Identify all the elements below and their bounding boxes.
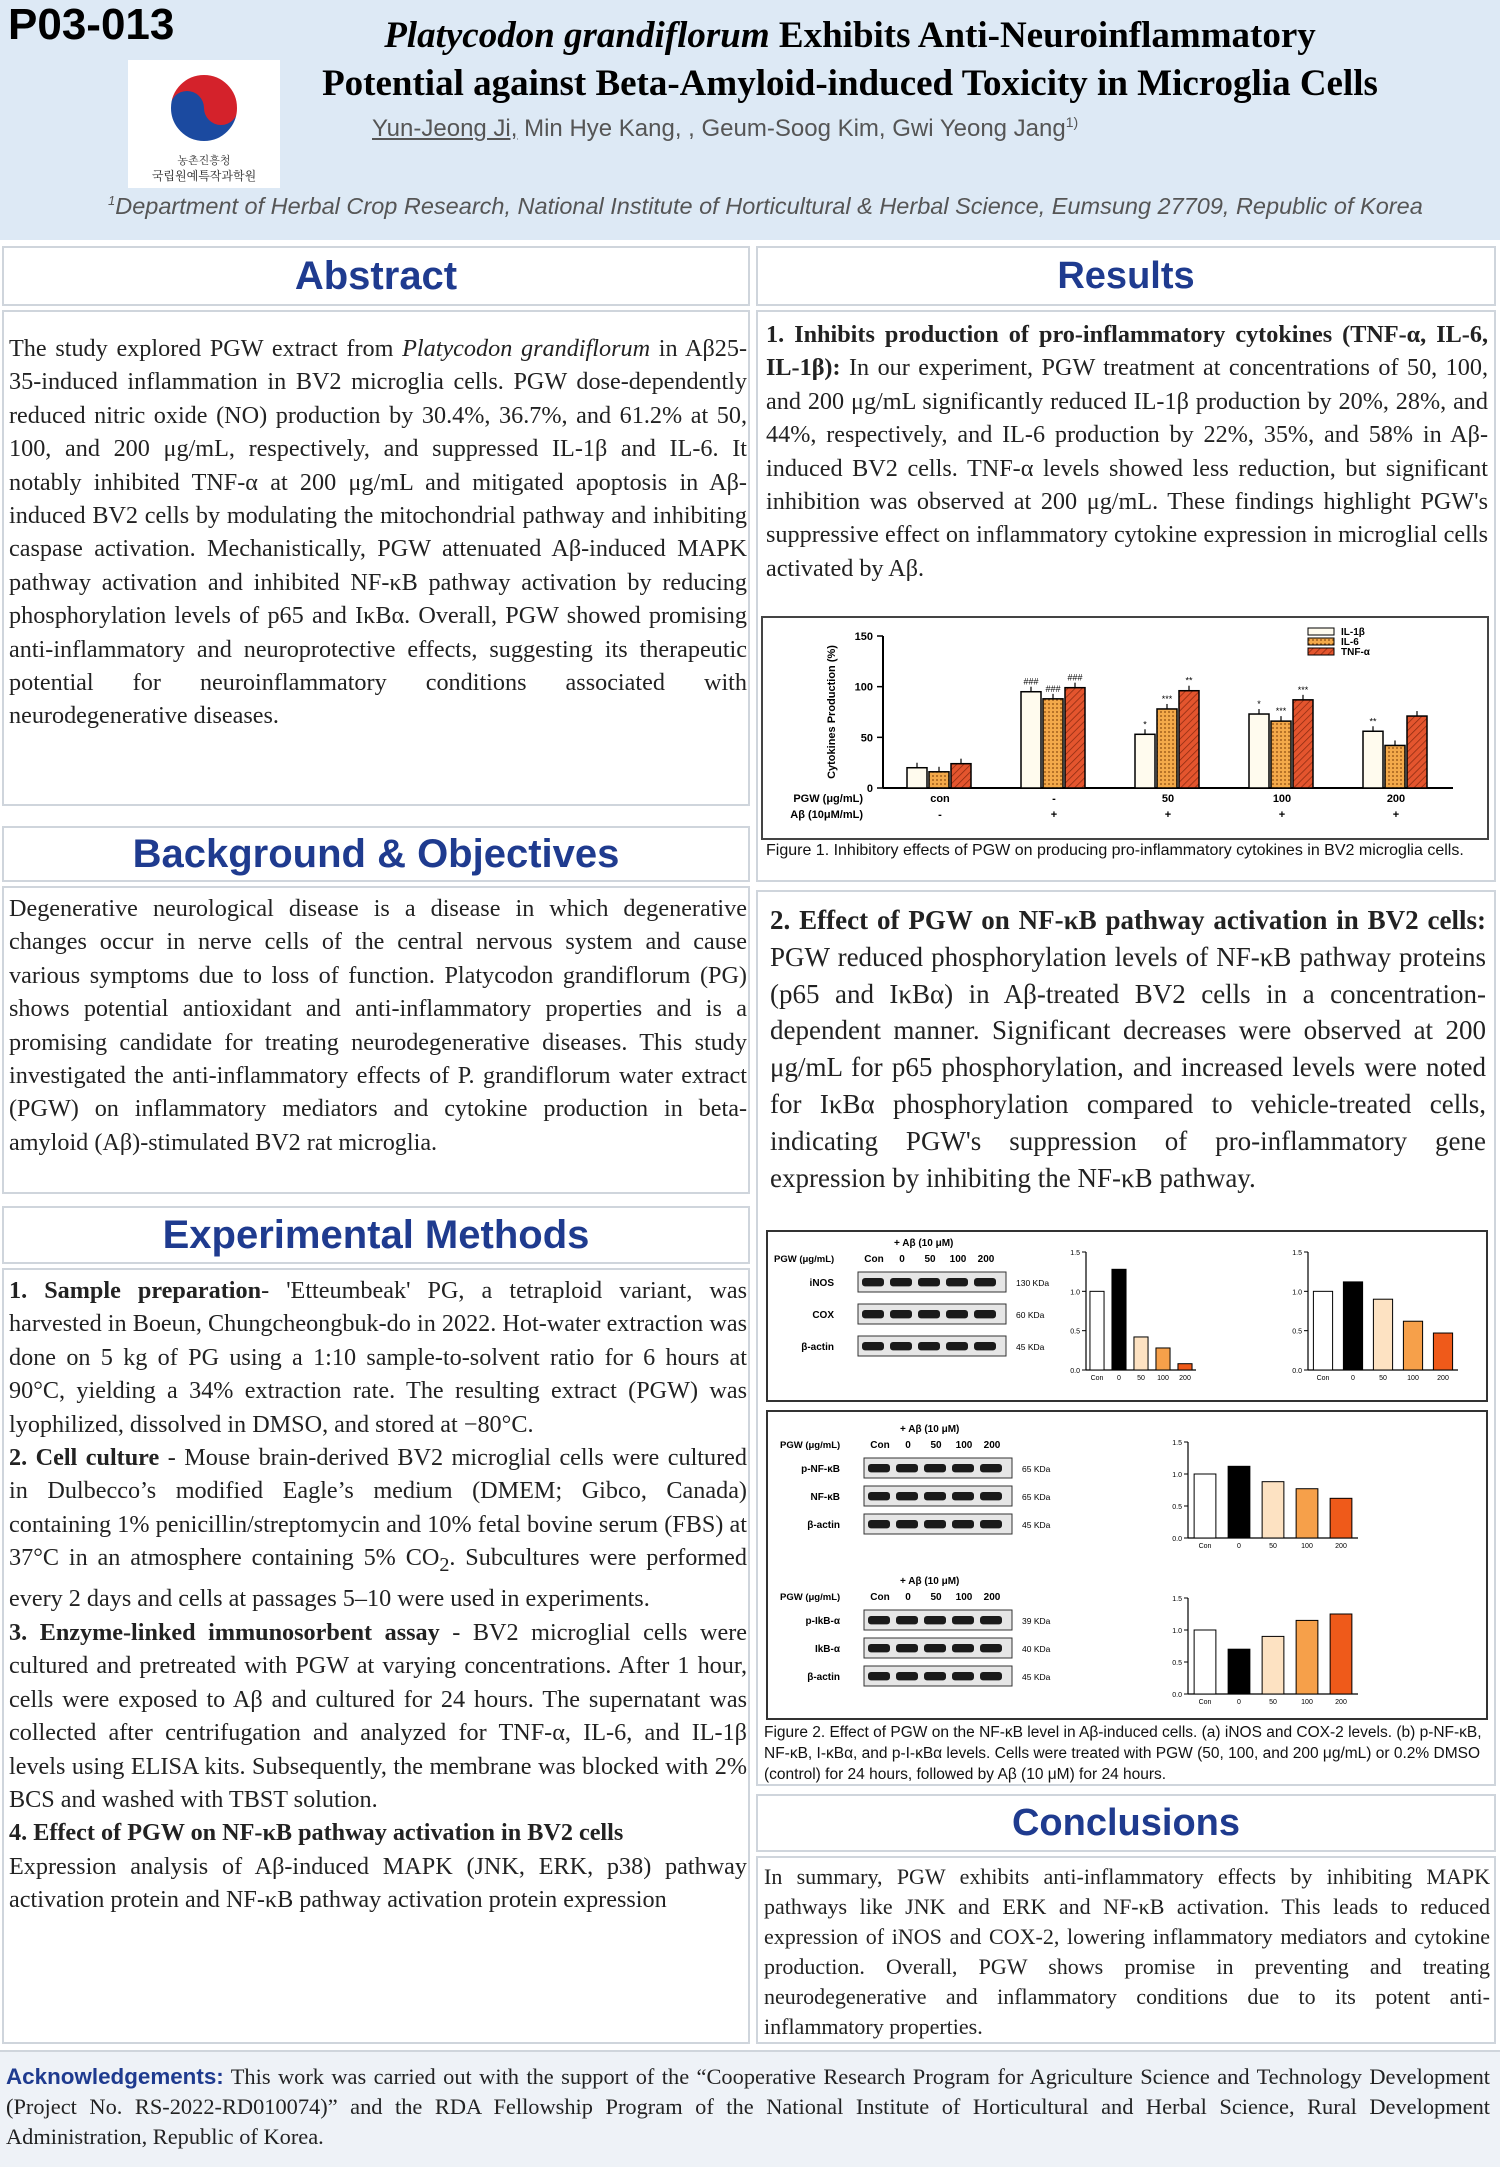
band [952, 1464, 974, 1472]
figure-2a [766, 1230, 1488, 1402]
band [952, 1520, 974, 1528]
x-row2-value: + [1392, 809, 1400, 821]
x-row2-value: + [1278, 809, 1286, 821]
lane-label: Con [870, 1592, 890, 1603]
x-row1-label: PGW (μg/mL) [793, 793, 863, 805]
figure-1-frame [761, 616, 1489, 840]
pgw-label: PGW (μg/mL) [774, 1254, 835, 1265]
mini-x-label: 0 [1237, 1543, 1241, 1550]
mini-bar [1262, 1482, 1284, 1538]
band [896, 1672, 918, 1680]
legend-swatch [1308, 638, 1334, 645]
mini-tick-label: 0.0 [1070, 1368, 1080, 1375]
mini-bar [1330, 1614, 1352, 1694]
band [952, 1672, 974, 1680]
ab-label: + Aβ (10 μM) [894, 1238, 954, 1249]
band [896, 1616, 918, 1624]
abstract-heading: Abstract [294, 254, 458, 298]
mini-bar [1313, 1291, 1332, 1370]
background-text: Degenerative neurological disease is a disease in which degenerative changes occur in nerve cells of the central nervous system and cause various symptoms due to loss of function. Platycodon grandiflorum (PG) shows potential antioxidant and anti-inflammatory properties and is a promising candidate for treating neurodegenerative diseases. This study investigated the anti-inflammatory effects of P. grandiflorum water extract (PGW) on inflammatory mediators and cytokine production in beta-amyloid (Aβ)-stimulated BV2 rat microglia. [9, 895, 747, 1156]
y-tick-label: 0 [866, 783, 873, 795]
title-line2: Potential against Beta-Amyloid-induced Toxicity in Microglia Cells [322, 63, 1378, 104]
band [924, 1672, 946, 1680]
results-heading-box [756, 246, 1496, 306]
methods-heading-box [2, 1206, 750, 1264]
methods-heading: Experimental Methods [162, 1213, 590, 1257]
mini-x-label: 0 [1351, 1375, 1355, 1382]
x-row2-value: - [938, 809, 942, 821]
conclusions-heading: Conclusions [1011, 1802, 1241, 1844]
mini-x-label: 50 [1269, 1699, 1277, 1706]
mini-tick-label: 0.0 [1172, 1692, 1182, 1699]
band [918, 1310, 940, 1318]
lane-label: 50 [924, 1254, 936, 1265]
band [918, 1278, 940, 1286]
svg-text:국립원예특작과학원: 국립원예특작과학원 [151, 169, 257, 183]
mini-tick-label: 1.0 [1070, 1289, 1080, 1297]
band [868, 1644, 890, 1652]
blot-a [768, 1232, 1488, 1402]
mini-bar [1296, 1489, 1318, 1538]
bar-IL-6 [1385, 745, 1405, 788]
mini-bar [1343, 1282, 1362, 1370]
pgw-label: PGW (μg/mL) [780, 1592, 841, 1603]
bar-TNF-α [1179, 691, 1199, 788]
mini-bar [1330, 1498, 1352, 1538]
x-row1-value: 200 [1386, 793, 1406, 805]
lane-label: 100 [949, 1254, 967, 1265]
x-row2-value: + [1050, 809, 1058, 821]
legend-label: IL-6 [1341, 637, 1359, 648]
mini-tick-label: 1.0 [1172, 1472, 1182, 1479]
mini-x-label: Con [1198, 1543, 1212, 1550]
significance-mark: * [1257, 699, 1261, 710]
authors: Yun-Jeong Ji, Min Hye Kang, , Geum-Soog Kim, Gwi Yeong Jang$^{1)}$ [372, 114, 1079, 142]
figure-1-caption: Figure 1. Inhibitory effects of PGW on producing pro-inflammatory cytokines in BV2 microglia cells. [766, 842, 1464, 859]
band-name: iNOS [809, 1278, 834, 1289]
significance-mark: ### [1067, 672, 1083, 683]
mini-tick-label: 0.5 [1172, 1504, 1182, 1511]
mini-x-label: 50 [1379, 1375, 1387, 1382]
background-heading-box [2, 826, 750, 882]
ab-label: + Aβ (10 μM) [900, 1424, 960, 1435]
significance-mark: ** [1369, 716, 1377, 727]
mini-x-label: 100 [1301, 1543, 1313, 1550]
y-axis-label: Cytokines Production (%) [826, 645, 838, 779]
band-name: COX [812, 1310, 834, 1321]
x-row1-value: 50 [1161, 793, 1175, 805]
legend-swatch [1308, 648, 1334, 655]
mini-bar [1090, 1291, 1104, 1370]
band [862, 1278, 884, 1286]
results-1-text: 1. Inhibits production of pro-inflammatory cytokines (TNF-α, IL-6, IL-1β): In our experiment, PGW treatment at concentrations of 50, 100, and 200 μg/mL significantly reduced IL-1β production by 20%, 28%, and 44%, respectively, and IL-6 production by 22%, 35%, and 58% in Aβ-induced BV2 cells. TNF-α levels showed less reduction, but significant inhibition was observed at 200 μg/mL. These findings highlight PGW's suppressive effect on inflammatory cytokine expression in microglial cells activated by Aβ. [766, 321, 1488, 582]
band [868, 1672, 890, 1680]
results-2-text: 2. Effect of PGW on NF-κB pathway activation in BV2 cells: PGW reduced phosphorylation levels of NF-κB pathway proteins (p65 and IκBα) in Aβ-treated BV2 cells in a concentration-dependent manner. Significant decreases were observed at 200 μg/mL for p65 phosphorylation, and increased levels were noted for IκBα phosphorylation compared to vehicle-treated cells, indicating PGW's suppression of pro-inflammatory gene expression by inhibiting the NF-κB pathway. [770, 905, 1486, 1193]
mini-x-label: 50 [1137, 1375, 1145, 1382]
mini-x-label: 50 [1269, 1543, 1277, 1550]
mini-tick-label: 0.5 [1070, 1328, 1080, 1336]
other-authors: Min Hye Kang, , Geum-Soog Kim, Gwi Yeong Jang [517, 115, 1066, 142]
band-name: p-IkB-α [805, 1616, 840, 1627]
mini-tick-label: 0.0 [1172, 1536, 1182, 1543]
x-row1-value: - [1052, 793, 1056, 805]
mini-x-label: 100 [1407, 1375, 1419, 1382]
band [896, 1492, 918, 1500]
y-tick-label: 150 [854, 631, 873, 643]
mini-x-label: Con [1198, 1699, 1212, 1706]
bar-IL-6 [1157, 709, 1177, 788]
figure-1-chart [763, 618, 1487, 838]
mini-bar [1433, 1333, 1452, 1370]
kda-label: 40 KDa [1022, 1644, 1051, 1654]
background-heading: Background & Objectives [132, 832, 620, 876]
conclusions-box [756, 1856, 1496, 2044]
band [974, 1342, 996, 1350]
methods-box [2, 1268, 750, 2044]
svg-text:농촌진흥청: 농촌진흥청 [177, 154, 231, 167]
band-name: p-NF-κB [801, 1464, 840, 1475]
bar-IL-1β [1249, 714, 1269, 788]
results-section-1 [756, 310, 1496, 882]
x-row2-value: + [1164, 809, 1172, 821]
significance-mark: *** [1161, 693, 1173, 704]
methods-text: 1. Sample preparation- 'Etteumbeak' PG, a tetraploid variant, was harvested in Boeun, Chungcheongbuk-do in 2022. Hot-water extraction was done on 5 kg of PG using a 1:10 sample-to-solvent ratio for 6 hours at 90°C, yielding a 34% extraction rate. The resulting extract (PGW) was lyophilized, dissolved in DMSO, and stored at −80°C. 2. Cell culture - Mouse brain-derived BV2 microglial cells were cultured in Dulbecco’s modified Eagle’s medium (DMEM; Gibco, Canada) containing 1% penicillin/streptomycin and 10% fetal bovine serum (FBS) at 37°C in an atmosphere containing 5% $CO_2$. Subcultures were performed every 2 days and cells at passages 5–10 were used in experiments. 3. Enzyme-linked immunosorbent assay - BV2 microglial cells were cultured and pretreated with PGW at varying concentrations. After 1 hour, cells were exposed to Aβ and cultured for 24 hours. The supernatant was collected after centrifugation and analyzed for TNF-α, IL-6, and IL-1β levels using ELISA kits. Subsequently, the membrane was blocked with 2% BCS and washed with TBST solution. 4. Effect of PGW on NF-κB pathway activation in BV2 cells Expression analysis of Aβ-induced MAPK (JNK, ERK, p38) pathway activation protein and NF-κB pathway activation protein expression [9, 1277, 747, 1914]
mini-bar [1112, 1269, 1126, 1370]
mini-x-label: 100 [1157, 1375, 1169, 1382]
band [980, 1616, 1002, 1624]
poster-title [250, 12, 1450, 108]
mini-x-label: 200 [1179, 1375, 1191, 1382]
lane-label: 0 [899, 1254, 905, 1265]
band [890, 1278, 912, 1286]
mini-tick-label: 1.5 [1172, 1440, 1182, 1447]
kda-label: 130 KDa [1016, 1278, 1050, 1288]
band [946, 1278, 968, 1286]
poster-id: P03-013 [8, 0, 175, 49]
lane-label: 50 [930, 1440, 942, 1451]
abstract-text: The study explored PGW extract from Platycodon grandiflorum in Aβ25-35-induced inflammation in BV2 microglia cells. PGW dose-dependently reduced nitric oxide (NO) production by 30.4%, 36.7%, and 61.2% at 50, 100, and 200 μg/mL, respectively, and suppressed IL-1β and IL-6. It notably inhibited TNF-α at 200 μg/mL and mitigated apoptosis in Aβ-induced BV2 cells by modulating the mitochondrial pathway and inhibiting caspase activation. Mechanistically, PGW attenuated Aβ-induced MAPK pathway activation and inhibited NF-κB pathway activation by reducing phosphorylation levels of p65 and IκBα. Overall, PGW showed promising anti-inflammatory and neuroprotective effects, suggesting its therapeutic potential for neuroinflammatory conditions associated with neurodegenerative diseases. [9, 335, 747, 730]
mini-bar [1228, 1466, 1250, 1538]
significance-mark: ### [1045, 683, 1061, 694]
band [862, 1342, 884, 1350]
lane-label: 0 [905, 1440, 911, 1451]
lane-label: 200 [983, 1440, 1001, 1451]
conclusions-text: In summary, PGW exhibits anti-inflammatory effects by inhibiting MAPK pathways like JNK and ERK and NF-κB activation. This leads to reduced expression of iNOS and COX-2, lowering inflammatory mediators and cytokine production. Overall, PGW shows promise in preventing and treating neurodegenerative and inflammatory conditions due to its potent anti-inflammatory properties. [764, 1864, 1490, 2039]
band-name: β-actin [807, 1520, 840, 1531]
mini-bar [1403, 1321, 1422, 1370]
mini-x-label: 100 [1301, 1699, 1313, 1706]
ab-label: + Aβ (10 μM) [900, 1576, 960, 1587]
kda-label: 45 KDa [1022, 1672, 1051, 1682]
band [980, 1492, 1002, 1500]
lane-label: 200 [977, 1254, 995, 1265]
lane-label: 50 [930, 1592, 942, 1603]
blot-bc [768, 1412, 1488, 1720]
band [980, 1672, 1002, 1680]
pgw-label: PGW (μg/mL) [780, 1440, 841, 1451]
mini-tick-label: 1.5 [1172, 1596, 1182, 1603]
band [952, 1492, 974, 1500]
abstract-heading-box [2, 246, 750, 306]
affiliation: $^1$Department of Herbal Crop Research, National Institute of Horticultural & Herbal Science, Eumsung 27709, Republic of Korea [108, 193, 1423, 219]
band [868, 1520, 890, 1528]
band-name: IkB-α [814, 1644, 840, 1655]
mini-tick-label: 1.0 [1292, 1289, 1302, 1297]
significance-mark: *** [1297, 684, 1309, 695]
mini-x-label: 0 [1237, 1699, 1241, 1706]
band [924, 1644, 946, 1652]
bar-IL-1β [1363, 731, 1383, 788]
significance-mark: ### [1023, 676, 1039, 687]
mini-x-label: Con [1090, 1375, 1104, 1382]
background-box [2, 886, 750, 1194]
mini-x-label: 200 [1335, 1699, 1347, 1706]
band [896, 1644, 918, 1652]
band [974, 1278, 996, 1286]
band [980, 1464, 1002, 1472]
band [974, 1310, 996, 1318]
band [918, 1342, 940, 1350]
band [924, 1616, 946, 1624]
band [868, 1464, 890, 1472]
mini-tick-label: 1.5 [1292, 1250, 1302, 1257]
kda-label: 60 KDa [1016, 1310, 1045, 1320]
legend-label: TNF-α [1341, 647, 1370, 658]
results-section-2 [756, 890, 1496, 1786]
mini-bar [1262, 1636, 1284, 1694]
band [896, 1464, 918, 1472]
bar-IL-6 [1043, 699, 1063, 788]
lane-label: 200 [983, 1592, 1001, 1603]
bar-IL-1β [1021, 692, 1041, 788]
band-name: NF-κB [810, 1492, 840, 1503]
bar-TNF-α [1293, 700, 1313, 788]
band [946, 1310, 968, 1318]
band [946, 1342, 968, 1350]
bar-IL-6 [929, 772, 949, 788]
title-line1-rest: Exhibits Anti-Neuroinflammatory [769, 15, 1316, 56]
band [924, 1492, 946, 1500]
band-name: β-actin [801, 1342, 834, 1353]
band [980, 1644, 1002, 1652]
band [896, 1520, 918, 1528]
mini-x-label: 0 [1117, 1375, 1121, 1382]
bar-TNF-α [1407, 716, 1427, 788]
legend-swatch [1308, 628, 1334, 635]
acknowledgements-text: Acknowledgements: This work was carried out with the support of the “Cooperative Research Program for Agriculture Science and Technology Development (Project No. RS-2022-RD010074)” and the RDA Fellowship Program of the National Institute of Horticultural and Herbal Science, Rural Development Administration, Republic of Korea. [6, 2064, 1490, 2149]
x-row2-label: Aβ (10μM/mL) [790, 809, 863, 821]
band [862, 1310, 884, 1318]
band [868, 1616, 890, 1624]
mini-tick-label: 0.0 [1292, 1368, 1302, 1375]
mini-bar [1228, 1649, 1250, 1694]
bar-IL-6 [1271, 721, 1291, 788]
x-row1-value: con [930, 793, 950, 805]
mini-x-label: 200 [1437, 1375, 1449, 1382]
band [890, 1342, 912, 1350]
lane-label: 100 [955, 1440, 973, 1451]
mini-bar [1373, 1299, 1392, 1370]
lane-label: 0 [905, 1592, 911, 1603]
x-row1-value: 100 [1272, 793, 1292, 805]
lane-label: Con [864, 1254, 884, 1265]
y-tick-label: 100 [854, 681, 873, 694]
mini-bar [1134, 1337, 1148, 1370]
mini-tick-label: 0.5 [1292, 1328, 1302, 1336]
band [924, 1464, 946, 1472]
mini-x-label: Con [1316, 1375, 1330, 1382]
kda-label: 65 KDa [1022, 1464, 1051, 1474]
mini-bar [1296, 1620, 1318, 1694]
mini-bar [1194, 1474, 1216, 1538]
kda-label: 39 KDa [1022, 1616, 1051, 1626]
acknowledgements-box [0, 2050, 1500, 2167]
band [980, 1520, 1002, 1528]
mini-bar [1156, 1348, 1170, 1370]
significance-mark: * [1143, 719, 1147, 730]
lane-label: Con [870, 1440, 890, 1451]
mini-bar [1194, 1630, 1216, 1694]
conclusions-heading-box [756, 1794, 1496, 1852]
band [868, 1492, 890, 1500]
band-name: β-actin [807, 1672, 840, 1683]
band [890, 1310, 912, 1318]
y-tick-label: 50 [860, 732, 873, 745]
abstract-box [2, 310, 750, 806]
mini-bar [1178, 1364, 1192, 1370]
mini-tick-label: 0.5 [1172, 1660, 1182, 1667]
kda-label: 45 KDa [1016, 1342, 1045, 1352]
band [952, 1644, 974, 1652]
title-species: Platycodon grandiflorum [384, 15, 770, 56]
results-heading: Results [1057, 255, 1195, 297]
bar-TNF-α [951, 764, 971, 788]
significance-mark: *** [1275, 706, 1287, 717]
band [952, 1616, 974, 1624]
bar-IL-1β [1135, 734, 1155, 788]
bar-IL-1β [907, 768, 927, 788]
legend-label: IL-1β [1341, 627, 1365, 638]
kda-label: 45 KDa [1022, 1520, 1051, 1530]
significance-mark: ** [1185, 675, 1193, 686]
first-author: Yun-Jeong Ji, [372, 115, 518, 142]
mini-tick-label: 1.0 [1172, 1628, 1182, 1635]
mini-x-label: 200 [1335, 1543, 1347, 1550]
figure-2-caption: Figure 2. Effect of PGW on the NF-κB level in Aβ-induced cells. (a) iNOS and COX-2 levels. (b) p-NF-κB, NF-κB, I-κBα, and p-I-κBα levels. Cells were treated with PGW (50, 100, and 200 μg/mL) or 0.2% DMSO (control) for 24 hours, followed by Aβ (10 μM) for 24 hours. [764, 1724, 1482, 1783]
band [924, 1520, 946, 1528]
bar-TNF-α [1065, 688, 1085, 788]
lane-label: 100 [955, 1592, 973, 1603]
mini-tick-label: 1.5 [1070, 1250, 1080, 1257]
figure-2b [766, 1410, 1488, 1720]
kda-label: 65 KDa [1022, 1492, 1051, 1502]
